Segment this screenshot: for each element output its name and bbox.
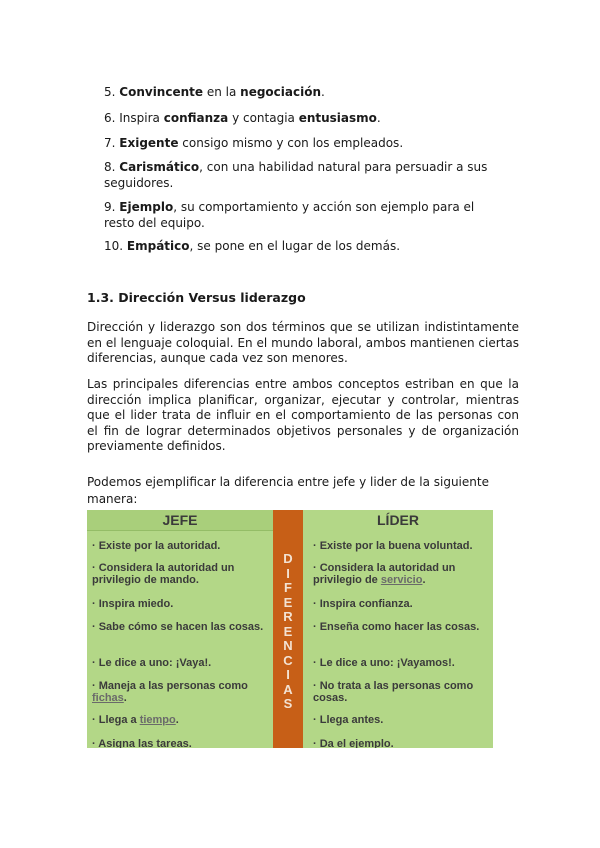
lider-item: · Considera la autoridad un privilegio de servicio. xyxy=(313,562,456,586)
paragraph: Las principales diferencias entre ambos conceptos estriban en que la dirección implica planificar, organizar, ejecutar y controlar, mientras que el lider trata de influir en el comportamiento de las personas con el fin de lograr determinados objetivos personales y de organización previamente definidos. xyxy=(87,377,519,453)
lider-item: · Enseña como hacer las cosas. xyxy=(313,621,480,633)
lider-column xyxy=(303,510,493,748)
fichas-link[interactable]: fichas xyxy=(92,692,124,704)
tiempo-link[interactable]: tiempo xyxy=(139,714,176,726)
jefe-title: JEFE xyxy=(87,510,273,531)
differences-letter: N xyxy=(283,638,293,653)
list-item: 7. Exigente consigo mismo y con los empleados. xyxy=(104,136,404,150)
differences-letter: A xyxy=(283,681,293,697)
differences-letter: R xyxy=(283,609,293,624)
list-item: 9. Ejemplo, su comportamiento y acción son ejemplo para el resto del equipo. xyxy=(104,200,475,230)
differences-label xyxy=(273,552,303,712)
differences-letter: S xyxy=(283,696,293,711)
table-intro: Podemos ejemplificar la diferencia entre jefe y lider de la siguiente manera: xyxy=(87,475,489,506)
list-item: 8. Carismático, con una habilidad natural para persuadir a sus seguidores. xyxy=(104,160,488,190)
jefe-item: · Inspira miedo. xyxy=(92,598,174,610)
lider-item: · Inspira confianza. xyxy=(313,598,413,610)
comparison-table xyxy=(87,510,493,748)
paragraph: Dirección y liderazgo son dos términos que se utilizan indistintamente en el lenguaje coloquial. En el mundo laboral, ambos mantienen ciertas diferencias, aunque cada vez son menores. xyxy=(87,320,519,365)
jefe-item: · Le dice a uno: ¡Vaya!. xyxy=(92,657,212,669)
lider-item: · No trata a las personas como cosas. xyxy=(313,680,474,704)
list-item: 6. Inspira confianza y contagia entusiasmo. xyxy=(104,111,381,125)
jefe-item: · Maneja a las personas como fichas. xyxy=(92,680,248,704)
jefe-item: · Asigna las tareas. xyxy=(92,738,192,748)
jefe-item: · Llega a tiempo. xyxy=(92,714,179,726)
servicio-link[interactable]: servicio xyxy=(380,574,423,586)
differences-letter: I xyxy=(286,565,290,581)
lider-item: · Da el ejemplo. xyxy=(313,738,394,748)
list-item: 10. Empático, se pone en el lugar de los demás. xyxy=(104,239,401,253)
differences-letter: E xyxy=(283,623,293,639)
jefe-item: · Existe por la autoridad. xyxy=(92,540,221,552)
lider-item: · Existe por la buena voluntad. xyxy=(313,540,473,552)
list-item: 5. Convincente en la negociación. xyxy=(104,85,325,99)
differences-letter: F xyxy=(284,580,292,595)
jefe-item: · Considera la autoridad un privilegio de mando. xyxy=(92,562,235,586)
lider-title: LÍDER xyxy=(303,510,493,530)
lider-item: · Le dice a uno: ¡Vayamos!. xyxy=(313,657,455,669)
differences-letter: D xyxy=(283,551,293,566)
jefe-column xyxy=(87,510,273,748)
lider-item: · Llega antes. xyxy=(313,714,384,726)
differences-letter: C xyxy=(283,652,293,668)
differences-letter: E xyxy=(283,594,293,610)
section-heading: 1.3. Dirección Versus liderazgo xyxy=(87,290,306,305)
differences-letter: I xyxy=(286,667,290,682)
differences-bar xyxy=(273,510,303,748)
jefe-item: · Sabe cómo se hacen las cosas. xyxy=(92,621,264,633)
